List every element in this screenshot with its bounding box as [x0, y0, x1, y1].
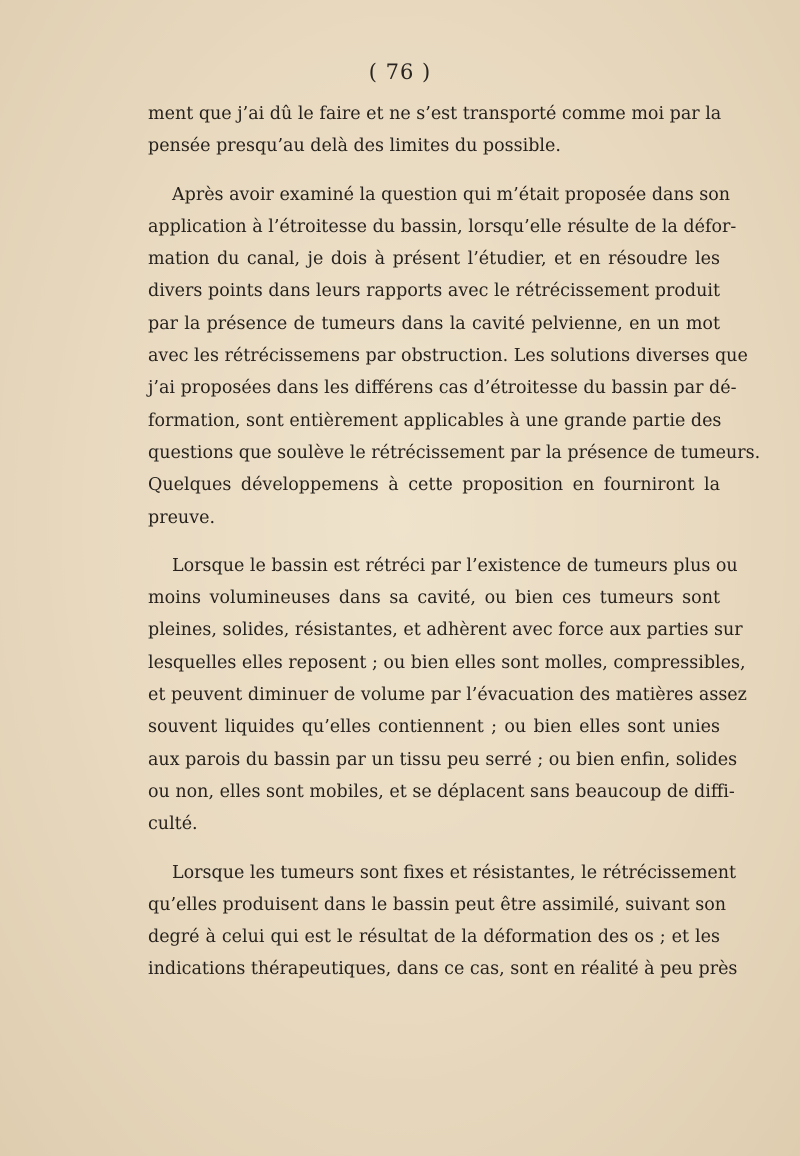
page-number: ( 76 ) [368, 60, 432, 84]
text-line: moins volumineuses dans sa cavité, ou bien ces tumeurs sont [148, 588, 720, 609]
text-line: souvent liquides qu’elles contiennent ; ou bien elles sont unies [148, 717, 720, 738]
text-line: application à l’étroitesse du bassin, lorsqu’elle résulte de la défor- [148, 216, 737, 237]
text-line: questions que soulève le rétrécissement par la présence de tumeurs. [148, 442, 761, 463]
paragraph [148, 857, 738, 986]
text-line: qu’elles produisent dans le bassin peut être assimilé, suivant son [148, 894, 727, 915]
text-line: Lorsque les tumeurs sont fixes et résistantes, le rétrécissement [172, 862, 737, 883]
paragraph-gap [148, 841, 720, 857]
body-text [148, 98, 761, 986]
text-line: pensée presqu’au delà des limites du possible. [148, 136, 561, 157]
text-line: Quelques développemens à cette proposition en fourniront la [148, 475, 720, 496]
text-line: Après avoir examiné la question qui m’était proposée dans son [172, 184, 731, 205]
paragraph [148, 550, 747, 841]
text-line: ment que j’ai dû le faire et ne s’est transporté comme moi par la [148, 104, 722, 124]
paragraph [148, 98, 720, 163]
text-line: Lorsque le bassin est rétréci par l’existence de tumeurs plus ou [172, 555, 738, 576]
text-line: formation, sont entièrement applicables à une grande partie des [148, 410, 722, 431]
text-line: et peuvent diminuer de volume par l’évacuation des matières assez [148, 685, 747, 706]
text-line: pleines, solides, résistantes, et adhèrent avec force aux parties sur [148, 620, 743, 641]
text-line: degré à celui qui est le résultat de la déformation des os ; et les [148, 927, 720, 948]
text-line: avec les rétrécissemens par obstruction. Les solutions diverses que [148, 346, 748, 367]
text-line: mation du canal, je dois à présent l’étudier, et en résoudre les [148, 249, 720, 270]
text-line: j’ai proposées dans les différens cas d’étroitesse du bassin par dé- [148, 378, 737, 399]
text-line: divers points dans leurs rapports avec le rétrécissement produit [148, 281, 720, 302]
paragraph-gap [148, 163, 720, 179]
text-line: par la présence de tumeurs dans la cavité pelvienne, en un mot [148, 313, 720, 334]
text-line: indications thérapeutiques, dans ce cas, sont en réalité à peu près [148, 959, 738, 980]
text-line: aux parois du bassin par un tissu peu serré ; ou bien enfin, solides [148, 749, 738, 770]
paragraph [148, 179, 761, 534]
text-line: lesquelles elles reposent ; ou bien elles sont molles, compressibles, [148, 652, 746, 673]
text-line: ou non, elles sont mobiles, et se déplacent sans beaucoup de diffi- [148, 781, 735, 802]
text-line: culté. [148, 814, 198, 835]
text-line: preuve. [148, 507, 216, 528]
paragraph-gap [148, 534, 720, 550]
